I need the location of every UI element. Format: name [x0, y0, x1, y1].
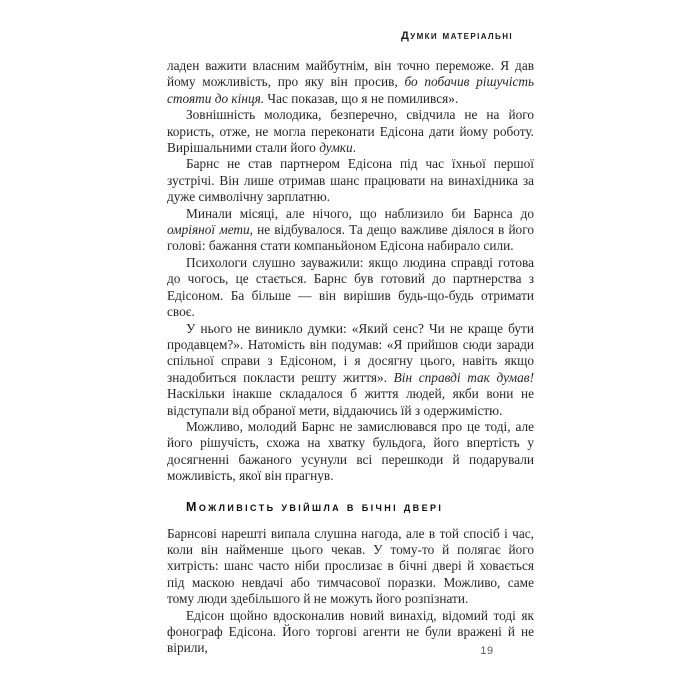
paragraph: [167, 156, 534, 205]
paragraph: [167, 255, 534, 321]
text-run: ладен важити власним майбутнім, він точно переможе. Я дав йому можливість, про яку він просив,: [167, 58, 534, 90]
section-heading: Можливість увійшла в бічні двері: [186, 499, 444, 514]
text-run: Минали місяці, але нічого, що наблизило би Барнса до: [186, 205, 534, 221]
text-run: Барнсові нарешті випала слушна нагода, але в той спосіб і час, коли він найменше цього чекав. У тому-то й полягає його хитрість: шанс часто ніби прослизає в бічні двері й ховається під маскою невдачі або тимчасової поразки. Можливо, саме тому люди здебільшого й не можуть його розпізнати.: [167, 525, 534, 607]
italic-text-run: омріяної мети: [167, 222, 250, 238]
text-run: Зовнішність молодика, безперечно, свідчила не на його користь, отже, не могла переконати Едісона дати йому роботу. Вирішальними стали його: [167, 107, 534, 156]
text-run: Можливо, молодий Барнс не замислювався про це тоді, але його рішучість, схожа на хватку бульдога, його впертість у досягненні бажаного усунули всі перешкоди й подарували можливість, якої він прагнув.: [167, 418, 534, 484]
italic-text-run: думки: [319, 140, 353, 156]
text-column: [167, 58, 534, 657]
paragraph: [167, 321, 534, 419]
text-run: Психологи слушно зауважили: якщо людина справді готова до чогось, це стається. Барнс був готовий до партнерства з Едісоном. Ба більше — він вирішив будь-що-будь отримати своє.: [167, 254, 534, 320]
paragraphs-before-heading: [167, 58, 534, 485]
text-run: Барнс не став партнером Едісона під час їхньої першої зустрічі. Він лише отримав шанс працювати на винахідника за дуже символічну зарплатню.: [167, 156, 534, 205]
paragraph: [167, 58, 534, 107]
running-header: Думки матеріальні: [400, 30, 513, 42]
text-run: Едісон щойно вдосконалив новий винахід, відомий тоді як фонограф Едісона. Його торгові агенти не були вражені й не вірили,: [167, 607, 534, 656]
paragraphs-after-heading: [167, 526, 534, 657]
italic-text-run: Він справді так думав!: [393, 369, 534, 385]
paragraph: [167, 107, 534, 156]
text-run: , не відбувалося. Та дещо важливе діялося в його голові: бажання стати компаньйоном Едісона набирало сили.: [167, 222, 534, 254]
italic-text-run: бо побачив рішучість стояти до кінця.: [167, 74, 535, 106]
text-run: .: [352, 140, 357, 156]
paragraph: [167, 526, 534, 608]
paragraph: [167, 206, 534, 255]
paragraph: [167, 419, 534, 485]
text-run: Час показав, що я не помилився».: [264, 90, 459, 106]
text-run: Наскільки інакше складалося б життя людей, якби вони не відступали від обраної мети, віддаючись їй з одержимістю.: [167, 386, 534, 418]
text-run: У нього не виникло думки: «Який сенс? Чи не краще бути продавцем?». Натомість він подумав: «Я прийшов сюди заради спільної справи з Едісоном, і я досягну цього, навіть якщо знадобиться покласти решту життя».: [167, 320, 534, 385]
page-number: 19: [480, 645, 494, 657]
